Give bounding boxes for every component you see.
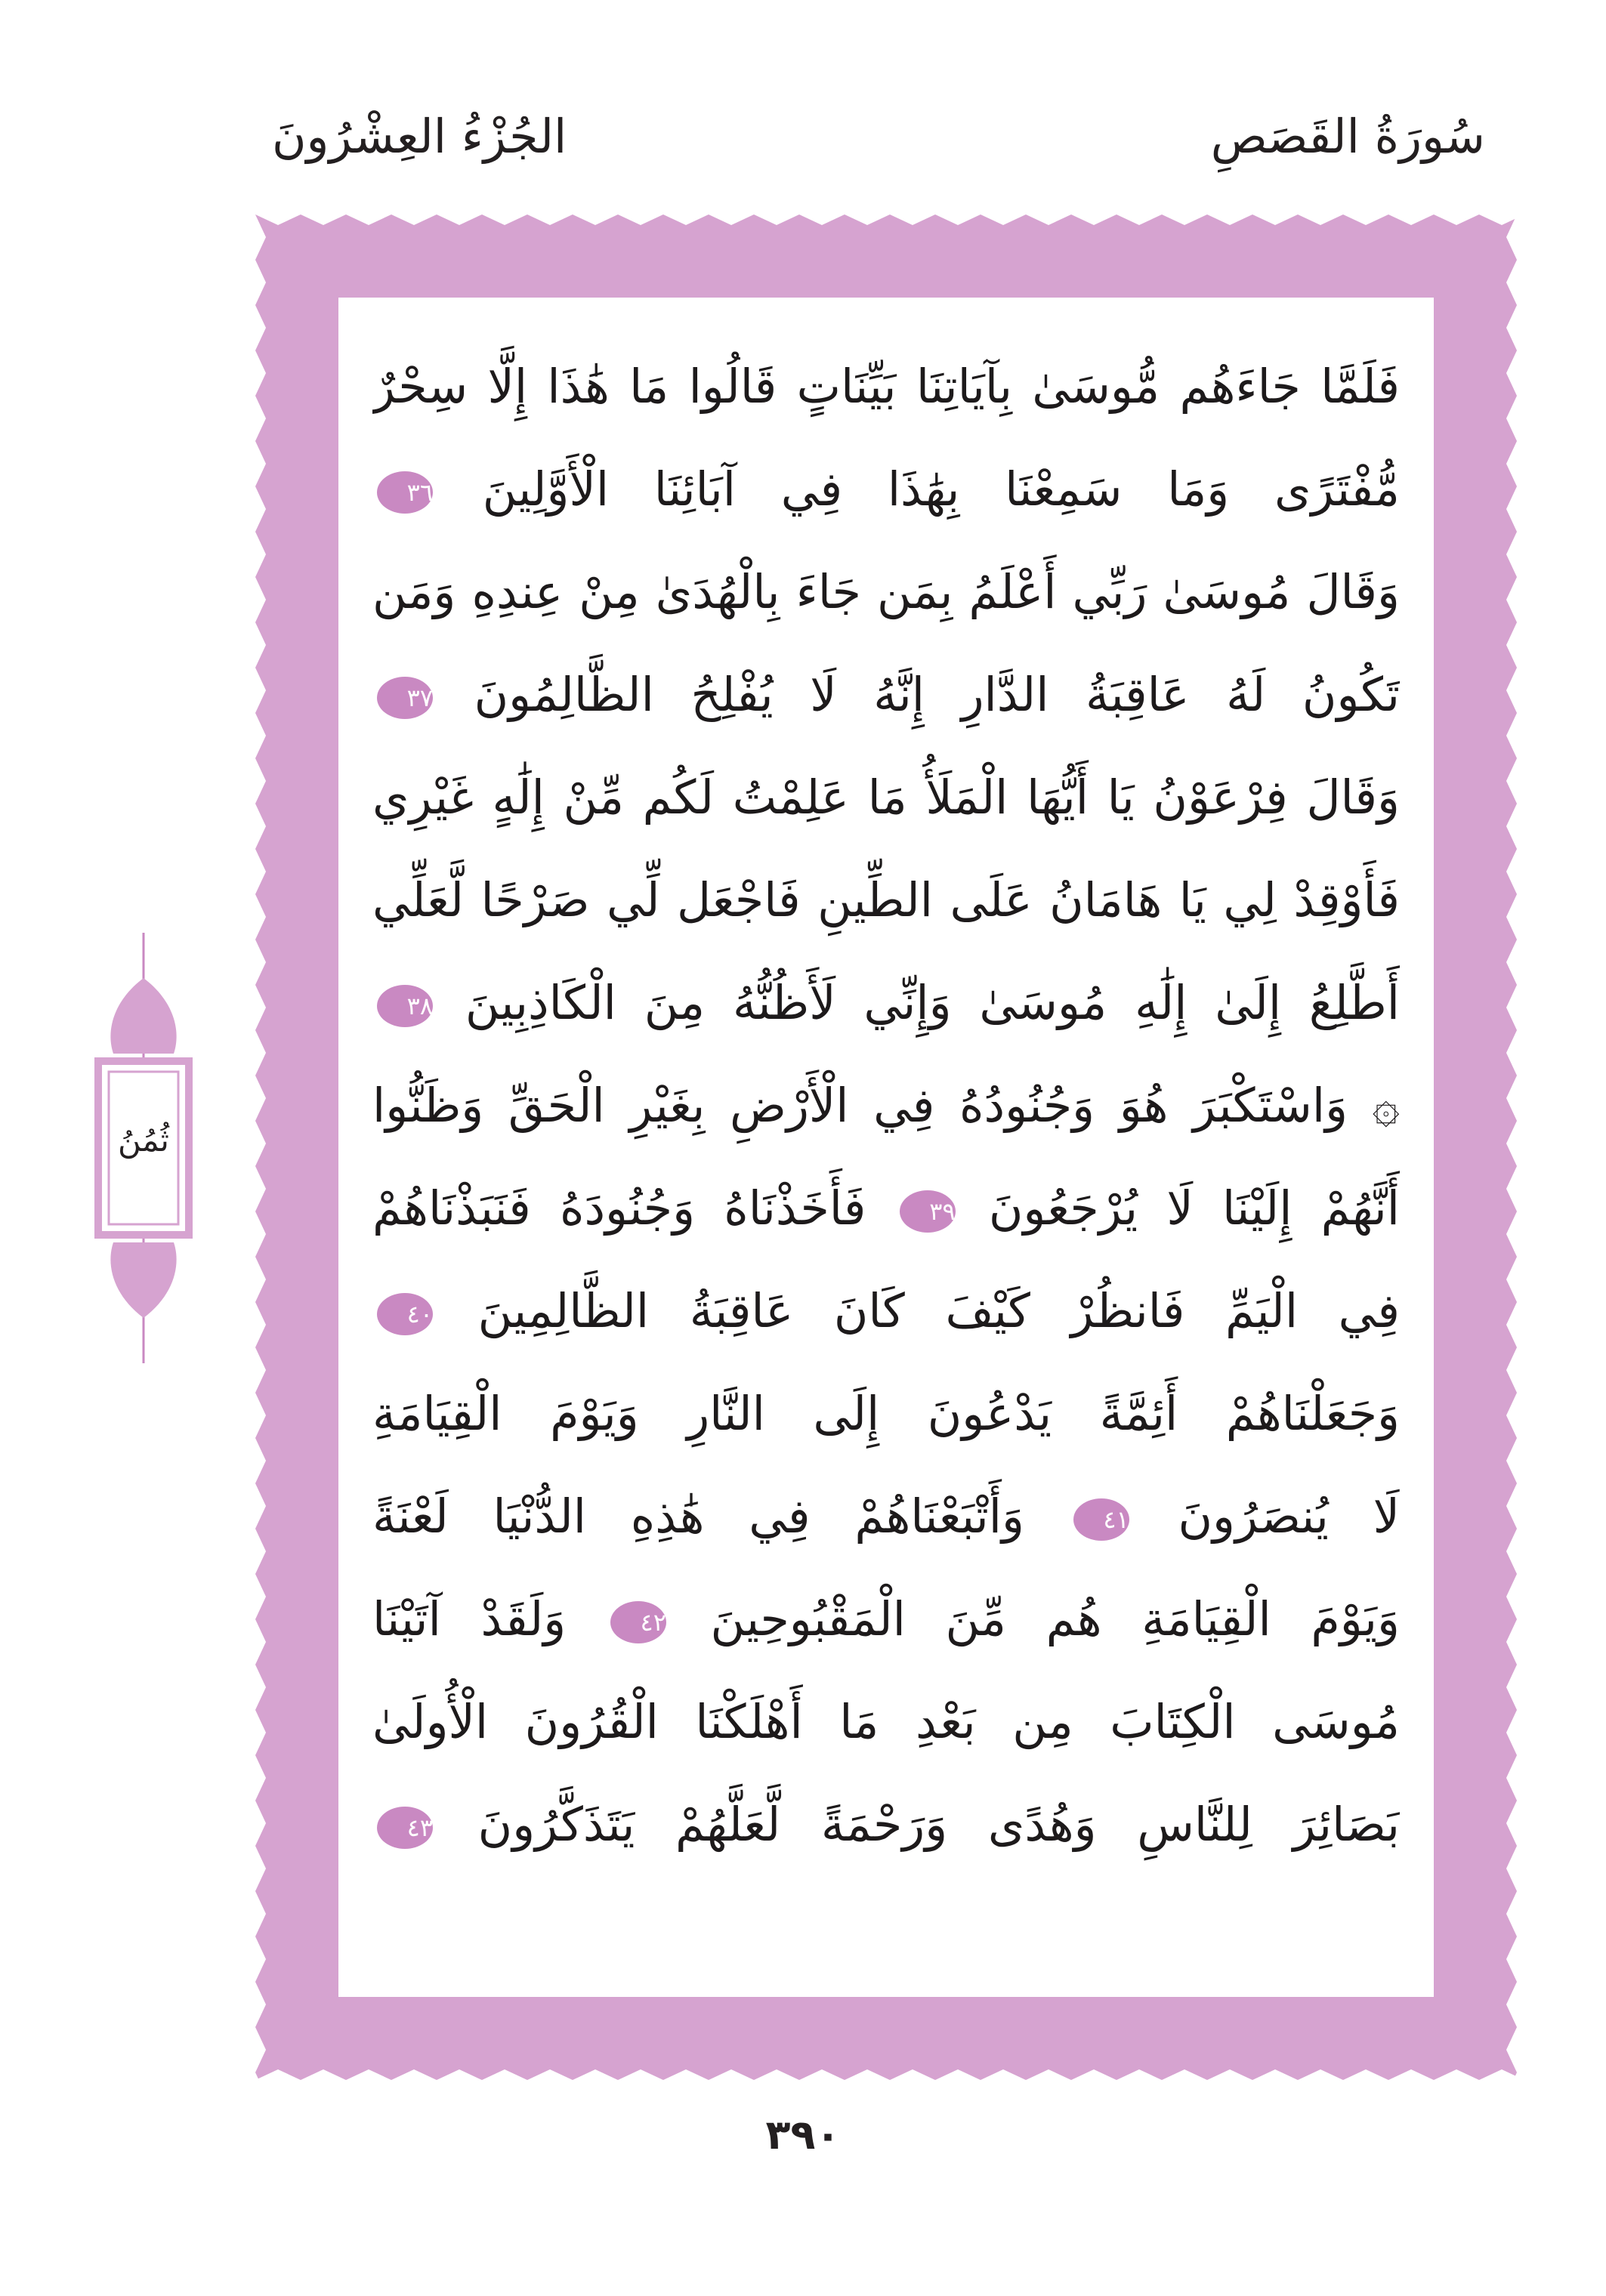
text-panel bbox=[338, 298, 1434, 1997]
verse-text: وَيَوْمَ الْقِيَامَةِ هُم مِّنَ الْمَقْبُوحِينَ bbox=[710, 1591, 1400, 1646]
verse-text: أَطَّلِعُ إِلَىٰ إِلَٰهِ مُوسَىٰ وَإِنِّي لَأَظُنُّهُ مِنَ الْكَاذِبِينَ bbox=[465, 975, 1400, 1030]
quran-line bbox=[372, 1054, 1400, 1157]
verse-text: فَأَوْقِدْ لِي يَا هَامَانُ عَلَى الطِّينِ فَاجْعَل لِّي صَرْحًا لَّعَلِّي bbox=[372, 872, 1400, 927]
ayah-number-marker: ٤٠ bbox=[377, 1293, 433, 1335]
verse-text: لَا يُنصَرُونَ bbox=[1178, 1489, 1400, 1544]
quran-line bbox=[372, 1260, 1400, 1362]
surah-title: سُورَةُ القَصَصِ bbox=[1210, 109, 1485, 164]
verse-text: وَقَالَ مُوسَىٰ رَبِّي أَعْلَمُ بِمَن جَاءَ بِالْهُدَىٰ مِنْ عِندِهِ وَمَن bbox=[372, 564, 1400, 619]
quran-line bbox=[372, 1671, 1400, 1773]
quran-line bbox=[372, 643, 1400, 746]
quran-line bbox=[372, 746, 1400, 849]
verse-text: وَأَتْبَعْنَاهُمْ فِي هَٰذِهِ الدُّنْيَا لَعْنَةً bbox=[372, 1489, 1024, 1544]
page-number: ٣٩٠ bbox=[765, 2111, 841, 2159]
page-frame bbox=[255, 214, 1517, 2080]
ayah-number-marker: ٤٢ bbox=[610, 1601, 666, 1643]
quran-line bbox=[372, 1773, 1400, 1876]
verse-text: أَنَّهُمْ إِلَيْنَا لَا يُرْجَعُونَ bbox=[988, 1180, 1400, 1236]
verse-text: وَلَقَدْ آتَيْنَا bbox=[372, 1591, 567, 1646]
ayah-number-marker: ٤١ bbox=[1073, 1498, 1129, 1541]
verse-text: وَجَعَلْنَاهُمْ أَئِمَّةً يَدْعُونَ إِلَى النَّارِ وَيَوْمَ الْقِيَامَةِ bbox=[372, 1386, 1400, 1441]
verse-text: تَكُونُ لَهُ عَاقِبَةُ الدَّارِ إِنَّهُ لَا يُفْلِحُ الظَّالِمُونَ bbox=[474, 667, 1400, 722]
quran-line bbox=[372, 438, 1400, 541]
quran-line bbox=[372, 952, 1400, 1054]
juz-title: الجُزْءُ العِشْرُونَ bbox=[272, 109, 567, 164]
verse-text: ۞ وَاسْتَكْبَرَ هُوَ وَجُنُودُهُ فِي الْأَرْضِ بِغَيْرِ الْحَقِّ وَظَنُّوا bbox=[372, 1078, 1400, 1133]
quran-line bbox=[372, 541, 1400, 643]
verse-text: فَأَخَذْنَاهُ وَجُنُودَهُ فَنَبَذْنَاهُمْ bbox=[372, 1180, 866, 1236]
ayah-number-marker: ٣٩ bbox=[900, 1190, 956, 1233]
verse-text: فِي الْيَمِّ فَانظُرْ كَيْفَ كَانَ عَاقِبَةُ الظَّالِمِينَ bbox=[477, 1283, 1400, 1338]
quran-line bbox=[372, 1157, 1400, 1260]
verse-text: مُّفْتَرًى وَمَا سَمِعْنَا بِهَٰذَا فِي آبَائِنَا الْأَوَّلِينَ bbox=[482, 461, 1400, 517]
quran-line bbox=[372, 1568, 1400, 1671]
hizb-label: ثُمُنُ bbox=[118, 1122, 169, 1159]
verse-text: فَلَمَّا جَاءَهُم مُّوسَىٰ بِآيَاتِنَا بَيِّنَاتٍ قَالُوا مَا هَٰذَا إِلَّا سِحْرٌ bbox=[372, 359, 1400, 414]
verse-text: وَقَالَ فِرْعَوْنُ يَا أَيُّهَا الْمَلَأُ مَا عَلِمْتُ لَكُم مِّنْ إِلَٰهٍ غَيْرِي bbox=[372, 770, 1400, 825]
quran-line bbox=[372, 1362, 1400, 1465]
verse-text: بَصَائِرَ لِلنَّاسِ وَهُدًى وَرَحْمَةً لَّعَلَّهُمْ يَتَذَكَّرُونَ bbox=[477, 1797, 1400, 1852]
ayah-number-marker: ٣٨ bbox=[377, 985, 433, 1027]
ayah-number-marker: ٣٦ bbox=[377, 471, 433, 514]
ayah-number-marker: ٤٣ bbox=[377, 1807, 433, 1849]
verse-text: مُوسَى الْكِتَابَ مِن بَعْدِ مَا أَهْلَكْنَا الْقُرُونَ الْأُولَىٰ bbox=[372, 1694, 1400, 1749]
quran-line bbox=[372, 849, 1400, 952]
quran-line bbox=[372, 1465, 1400, 1568]
ayah-number-marker: ٣٧ bbox=[377, 677, 433, 719]
quran-line bbox=[372, 335, 1400, 438]
hizb-marker bbox=[83, 933, 204, 1363]
